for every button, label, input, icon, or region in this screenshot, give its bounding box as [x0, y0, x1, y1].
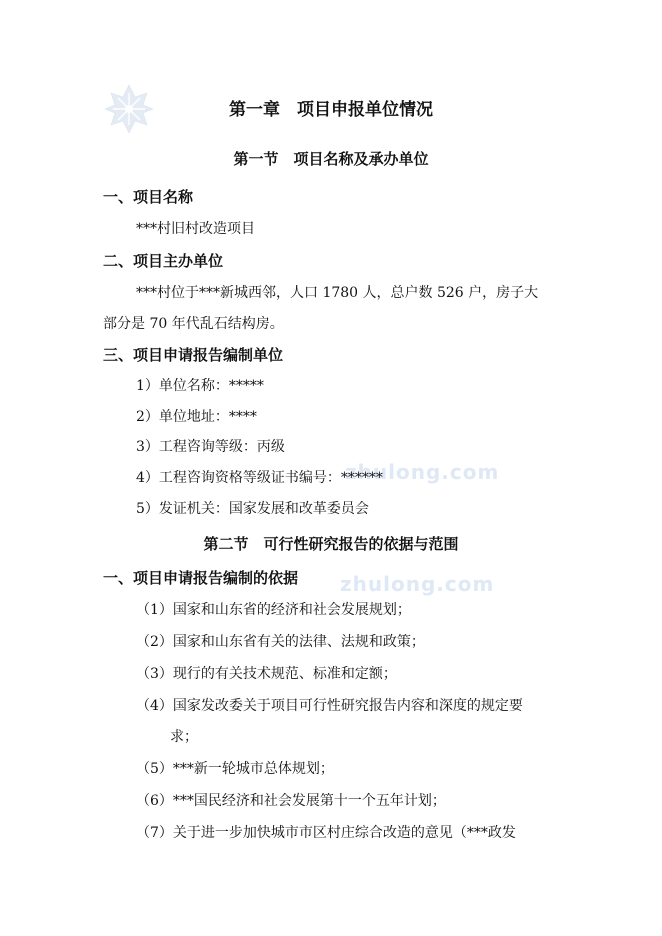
heading-sponsor-unit: 二、项目主办单位	[103, 252, 224, 270]
section-title: 第二节 可行性研究报告的依据与范围	[203, 535, 459, 553]
paragraph: ***村位于***新城西邻，人口 1780 人，总户数 526 户，房子大	[136, 285, 539, 301]
watermark-text: zhulong.com	[345, 460, 500, 484]
list-item-continuation: 求；	[170, 729, 198, 745]
heading-basis: 一、项目申请报告编制的依据	[103, 569, 299, 587]
paragraph: ***村旧村改造项目	[136, 221, 255, 237]
paragraph: 部分是 70 年代乱石结构房。	[103, 316, 284, 332]
list-item: （4）国家发改委关于项目可行性研究报告内容和深度的规定要	[136, 698, 523, 714]
list-item: 5）发证机关：国家发展和改革委员会	[136, 501, 369, 517]
watermark-text: zhulong.com	[340, 572, 495, 596]
heading-project-name: 一、项目名称	[103, 188, 194, 206]
list-item: （5）***新一轮城市总体规划；	[136, 761, 334, 777]
list-item: 4）工程咨询资格等级证书编号：******	[136, 470, 383, 486]
list-item: （7）关于进一步加快城市市区村庄综合改造的意见（***政发	[136, 825, 516, 841]
list-item: 2）单位地址：****	[136, 409, 257, 425]
heading-report-unit: 三、项目申请报告编制单位	[103, 346, 284, 364]
list-item: （3）现行的有关技术规范、标准和定额；	[136, 666, 397, 682]
list-item: 1）单位名称：*****	[136, 378, 264, 394]
list-item: （1）国家和山东省的经济和社会发展规划；	[136, 602, 411, 618]
chapter-title: 第一章 项目申报单位情况	[229, 100, 433, 120]
section-title: 第一节 项目名称及承办单位	[233, 150, 429, 168]
list-item: （2）国家和山东省有关的法律、法规和政策；	[136, 634, 425, 650]
list-item: （6）***国民经济和社会发展第十一个五年计划；	[136, 793, 446, 809]
list-item: 3）工程咨询等级：丙级	[136, 439, 285, 455]
